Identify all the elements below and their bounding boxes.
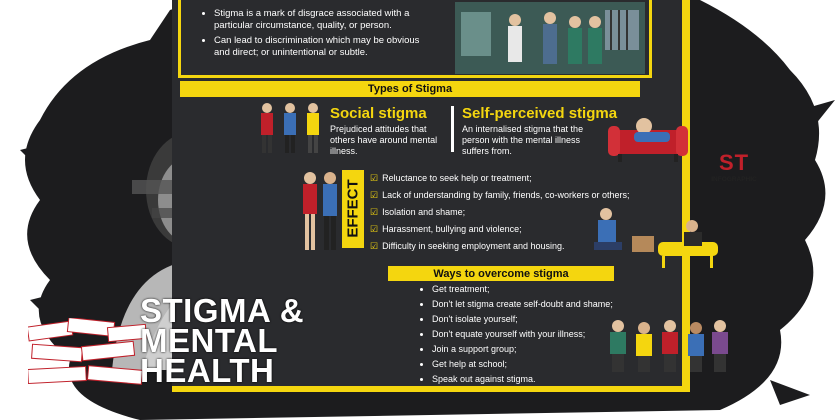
checkbox-icon: ☑ <box>370 173 379 183</box>
definition-bullet: • Stigma is a mark of disgrace associated with a particular circumstance, quality, or person. <box>214 8 425 31</box>
title-line: HEALTH <box>140 352 275 389</box>
logo-mark: ST <box>718 150 750 175</box>
definition-list <box>200 8 425 62</box>
ways-item: • Don't isolate yourself; <box>432 314 613 329</box>
divider <box>451 106 454 152</box>
ways-item: • Get help at school; <box>432 359 613 374</box>
main-title <box>140 292 305 389</box>
ways-list <box>418 284 613 389</box>
ways-item: • Join a support group; <box>432 344 613 359</box>
therapy-session-illustration <box>588 200 738 270</box>
ways-item: • Speak out against stigma. <box>432 374 613 389</box>
logo-tagline: INFOGRAPHIC <box>711 176 757 183</box>
couple-illustration <box>298 170 342 254</box>
gossip-people-illustration <box>255 100 325 156</box>
ways-item: • Don't let stigma create self-doubt and shame; <box>432 299 613 314</box>
ways-item: • Don't equate yourself with your illness; <box>432 329 613 344</box>
self-stigma-desc: An internalised stigma that the person with the mental illness suffers from. <box>462 124 584 156</box>
ways-heading: Ways to overcome stigma <box>388 266 614 281</box>
effect-item: ☑ Harassment, bullying and violence; <box>370 224 522 234</box>
self-stigma-title: Self-perceived stigma <box>462 105 618 122</box>
support-group-illustration <box>604 316 732 374</box>
effect-label <box>342 170 364 248</box>
definition-bullet: • Can lead to discrimination which may be obvious and direct; or unintentional or subtle. <box>214 35 425 58</box>
ways-item: • Get treatment; <box>432 284 613 299</box>
checkbox-icon: ☑ <box>370 207 379 217</box>
social-stigma-desc: Prejudiced attitudes that others have around mental illness. <box>330 124 438 156</box>
st-logo <box>702 150 766 183</box>
label-stickers-decoration <box>28 318 148 392</box>
effect-item: ☑ Difficulty in seeking employment and housing. <box>370 241 565 251</box>
checkbox-icon: ☑ <box>370 241 379 251</box>
types-heading: Types of Stigma <box>180 81 640 97</box>
social-stigma-title: Social stigma <box>330 105 427 122</box>
effect-label-text: EFFECT <box>344 179 362 238</box>
title-line: MENTAL <box>140 322 279 359</box>
title-line: STIGMA & <box>140 292 305 329</box>
effect-item: ☑ Lack of understanding by family, friends, co-workers or others; <box>370 190 630 200</box>
checkbox-icon: ☑ <box>370 190 379 200</box>
hospital-scene-illustration <box>455 2 645 74</box>
effect-item: ☑ Reluctance to seek help or treatment; <box>370 173 532 183</box>
effect-item: ☑ Isolation and shame; <box>370 207 466 217</box>
person-on-sofa-illustration <box>608 110 688 164</box>
checkbox-icon: ☑ <box>370 224 379 234</box>
